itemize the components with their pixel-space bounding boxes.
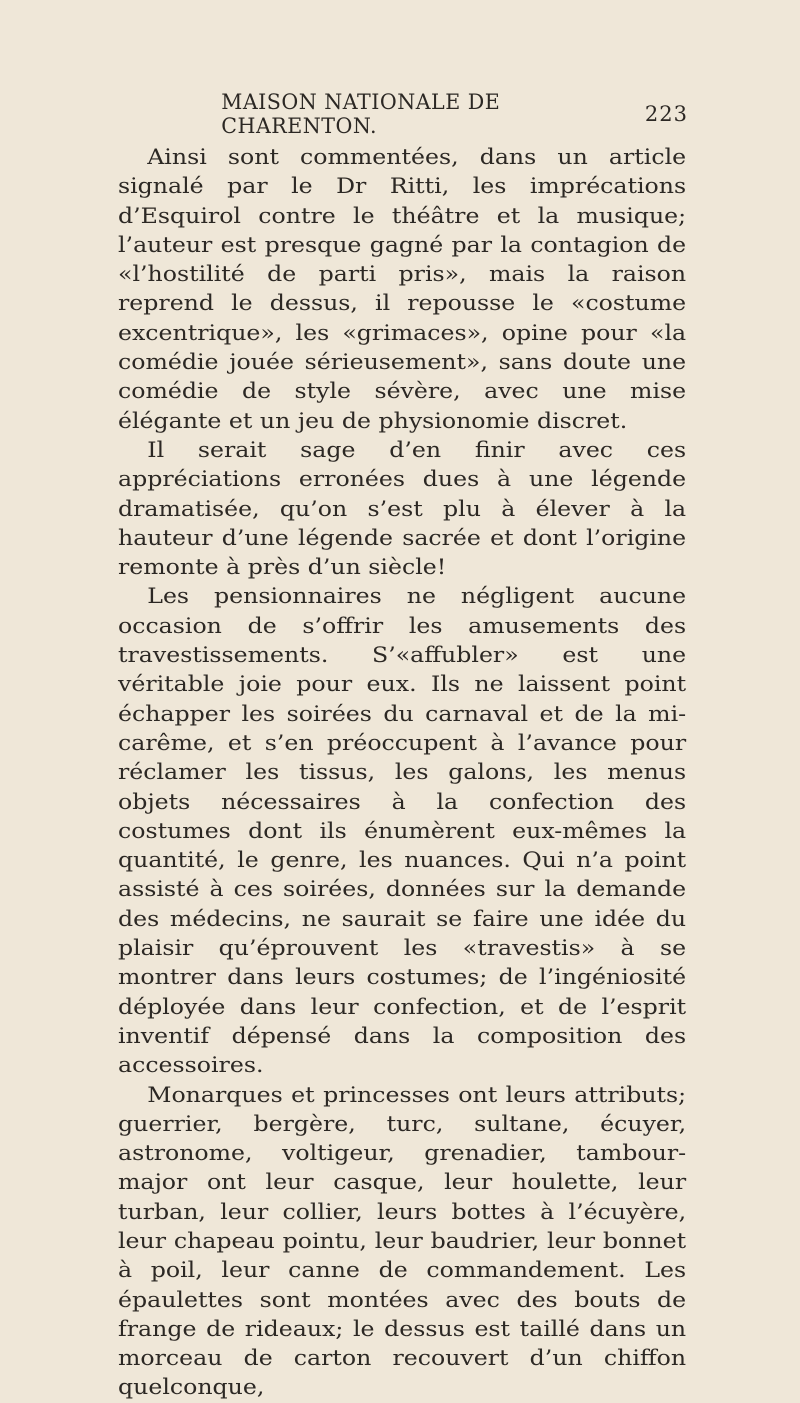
paragraph: Monarques et princesses ont leurs attributs; guerrier, bergère, turc, sultane, écuyer, astronome, voltigeur, grenadier, tambour-major ont leur casque, leur houlette, leur turban, leur collier, leurs bottes à l’écuyère, leur chapeau pointu, leur baudrier, leur bonnet à poil, leur canne de commandement. Les épaulettes sont montées avec des bouts de frange de rideaux; le dessus est taillé dans un morceau de carton recouvert d’un chiffon quelconque, bbox=[118, 1082, 687, 1400]
body-text bbox=[118, 143, 686, 1403]
paragraph: Il serait sage d’en finir avec ces appréciations erronées dues à une légende dramatisée, qu’on s’est plu à élever à la hauteur d’une légende sacrée et dont l’origine remonte à près d’un siècle! bbox=[118, 437, 687, 580]
running-title: MAISON NATIONALE DE CHARENTON. bbox=[221, 90, 501, 138]
running-header bbox=[118, 90, 688, 138]
paragraph: Ainsi sont commentées, dans un article signalé par le Dr Ritti, les imprécations d’Esquirol contre le théâtre et la musique; l’auteur est presque gagné par la contagion de «l’hostilité de parti pris», mais la raison reprend le dessus, il repousse le «costume excentrique», les «grimaces», opine pour «la comédie jouée sérieusement», sans doute une comédie de style sévère, avec une mise élégante et un jeu de physionomie discret. bbox=[118, 145, 687, 433]
page-number: 223 bbox=[644, 102, 688, 126]
paragraph: Les pensionnaires ne négligent aucune occasion de s’offrir les amusements des travestissements. S’«affubler» est une véritable joie pour eux. Ils ne laissent point échapper les soirées du carnaval et de la mi-carême, et s’en préoccupent à l’avance pour réclamer les tissus, les galons, les menus objets nécessaires à la confection des costumes dont ils énumèrent eux-mêmes la quantité, le genre, les nuances. Qui n’a point assisté à ces soirées, données sur la demande des médecins, ne saurait se faire une idée du plaisir qu’éprouvent les «travestis» à se montrer dans leurs costumes; de l’ingéniosité déployée dans leur confection, et de l’esprit inventif dépensé dans la composition des accessoires. bbox=[118, 584, 687, 1078]
